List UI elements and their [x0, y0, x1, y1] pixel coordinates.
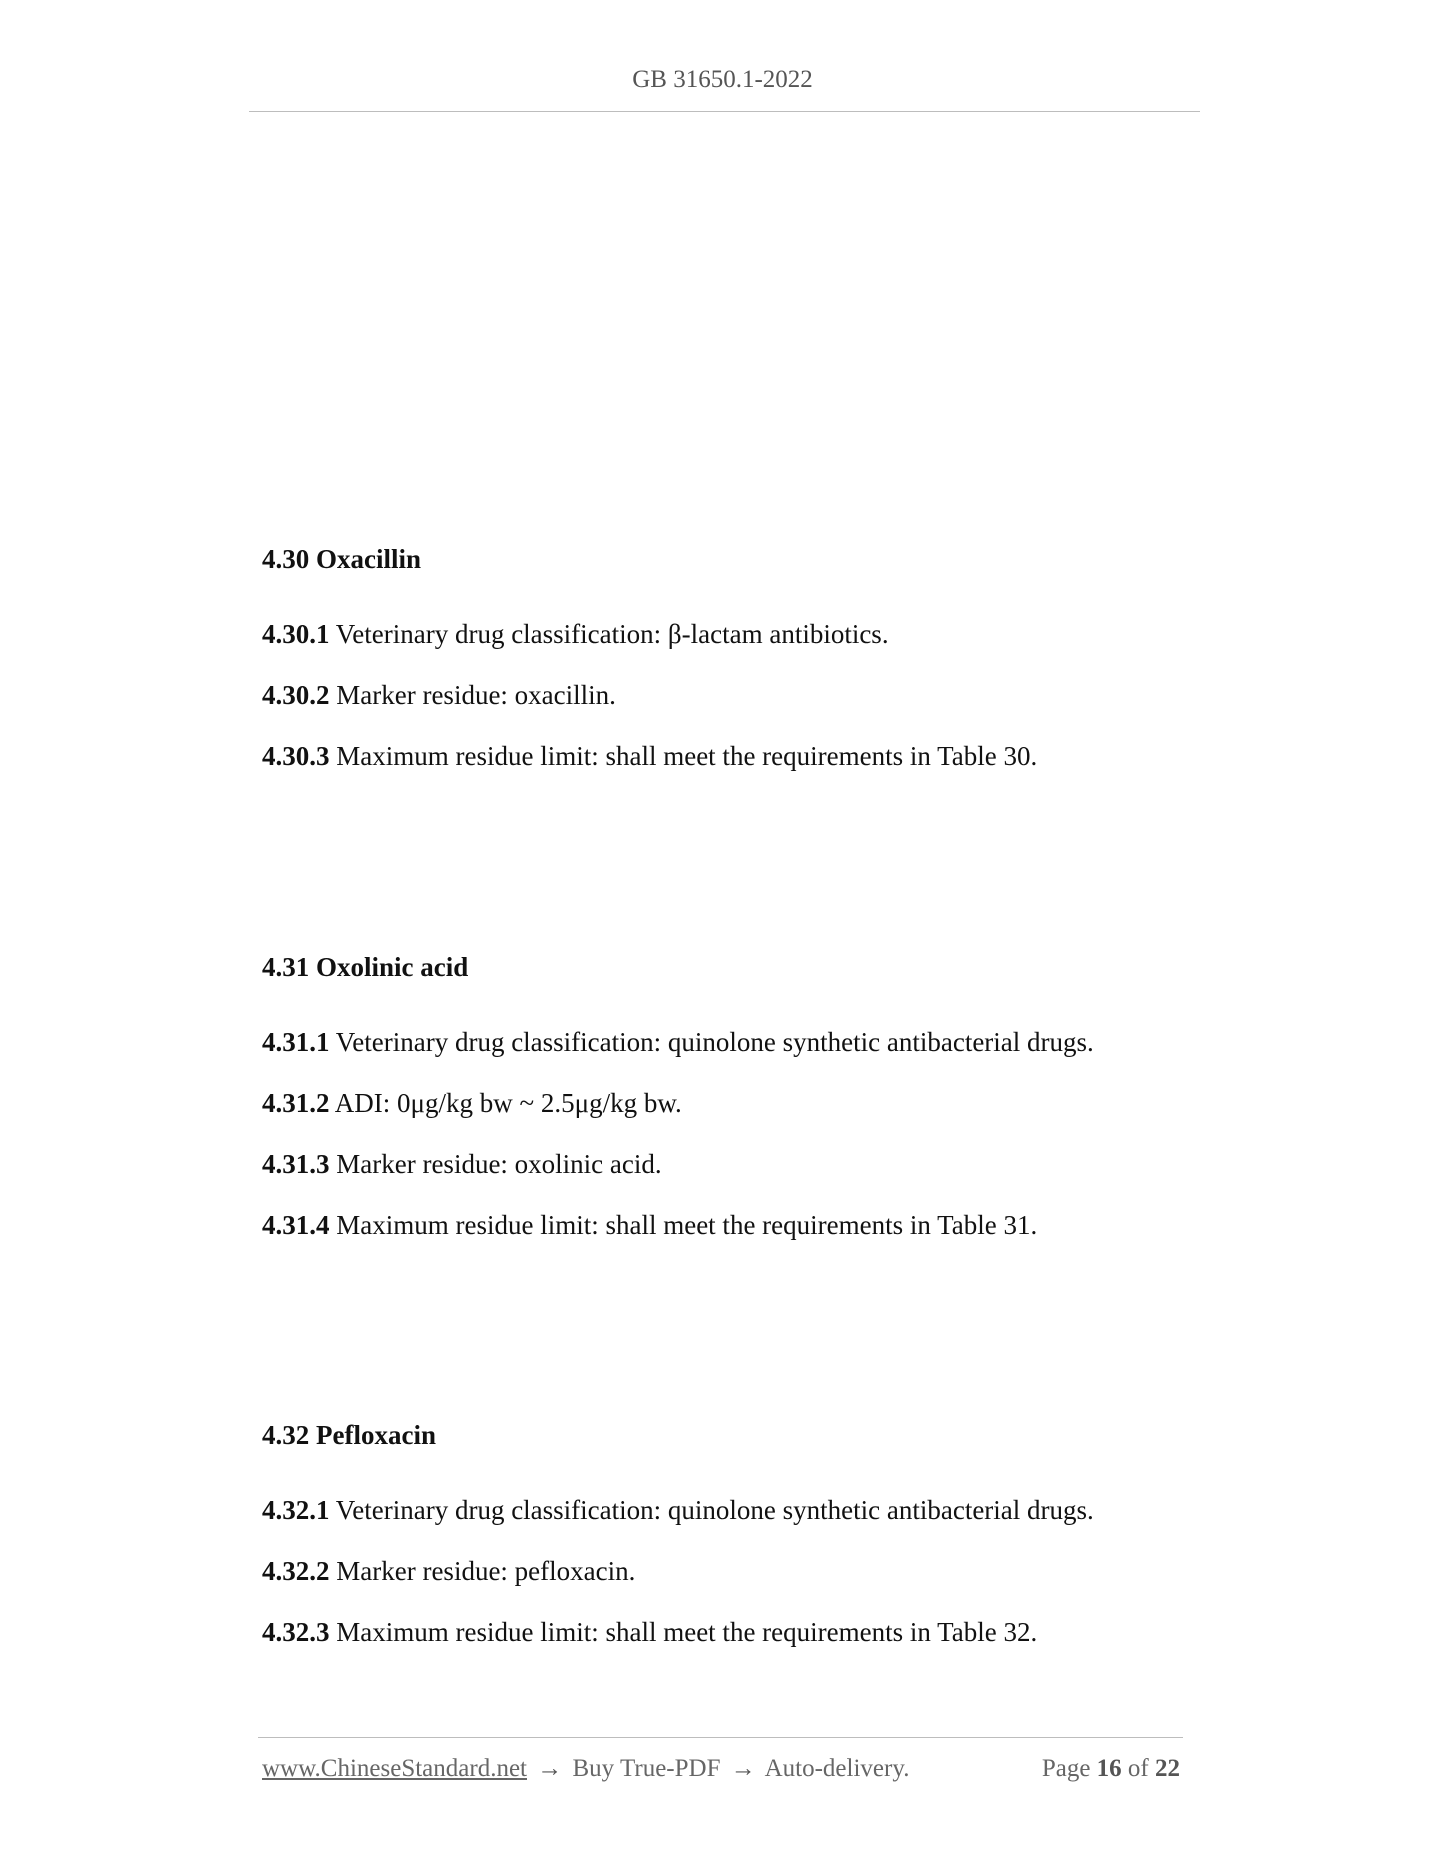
section-heading-4-30: 4.30 Oxacillin — [262, 544, 422, 574]
footer-promo — [262, 1755, 909, 1783]
clause-number: 4.30.1 — [262, 619, 330, 649]
clause-number: 4.30.2 — [262, 680, 330, 710]
clause-text: Maximum residue limit: shall meet the requirements in Table 30. — [336, 741, 1038, 771]
document-code: GB 31650.1-2022 — [632, 66, 813, 93]
clause-number: 4.30.3 — [262, 741, 330, 771]
page-current: 16 — [1096, 1755, 1122, 1782]
clause-4-30-3 — [262, 741, 1037, 772]
clause-text: Veterinary drug classification: β-lactam antibiotics. — [335, 619, 889, 649]
footer-divider — [258, 1737, 1183, 1738]
clause-text: Maximum residue limit: shall meet the requirements in Table 31. — [336, 1210, 1038, 1240]
clause-text: Marker residue: pefloxacin. — [336, 1556, 636, 1586]
clause-text: Veterinary drug classification: quinolone synthetic antibacterial drugs. — [335, 1027, 1094, 1057]
clause-number: 4.32.3 — [262, 1617, 330, 1647]
clause-text: Marker residue: oxacillin. — [336, 680, 616, 710]
header-divider — [249, 111, 1200, 112]
buy-step-text: Buy True-PDF — [572, 1755, 721, 1782]
clause-number: 4.31.4 — [262, 1210, 330, 1240]
clause-4-30-2 — [262, 680, 616, 711]
clause-4-32-1 — [262, 1495, 1094, 1526]
clause-number: 4.32.1 — [262, 1495, 330, 1525]
clause-4-31-2 — [262, 1088, 682, 1119]
clause-number: 4.32.2 — [262, 1556, 330, 1586]
clause-number: 4.31.3 — [262, 1149, 330, 1179]
clause-4-30-1 — [262, 619, 889, 650]
site-link[interactable]: www.ChineseStandard.net — [262, 1755, 527, 1782]
clause-text: Marker residue: oxolinic acid. — [336, 1149, 662, 1179]
clause-4-31-4 — [262, 1210, 1037, 1241]
section-heading-4-32: 4.32 Pefloxacin — [262, 1420, 436, 1450]
delivery-step-text: Auto-delivery. — [764, 1755, 910, 1782]
clause-4-32-2 — [262, 1556, 635, 1587]
clause-number: 4.31.2 — [262, 1088, 330, 1118]
page-of-label: of — [1127, 1755, 1149, 1782]
clause-text: Veterinary drug classification: quinolone synthetic antibacterial drugs. — [335, 1495, 1094, 1525]
clause-4-31-3 — [262, 1149, 662, 1180]
clause-4-32-3 — [262, 1617, 1037, 1648]
clause-text: ADI: 0μg/kg bw ~ 2.5μg/kg bw. — [334, 1088, 682, 1118]
arrow-right-icon: → — [730, 1755, 756, 1782]
clause-number: 4.31.1 — [262, 1027, 330, 1057]
page-label: Page — [1041, 1755, 1091, 1782]
page-indicator — [1042, 1755, 1180, 1783]
clause-text: Maximum residue limit: shall meet the requirements in Table 32. — [336, 1617, 1038, 1647]
section-heading-4-31: 4.31 Oxolinic acid — [262, 952, 469, 982]
arrow-right-icon: → — [537, 1755, 563, 1782]
clause-4-31-1 — [262, 1027, 1094, 1058]
page-total: 22 — [1155, 1755, 1180, 1782]
